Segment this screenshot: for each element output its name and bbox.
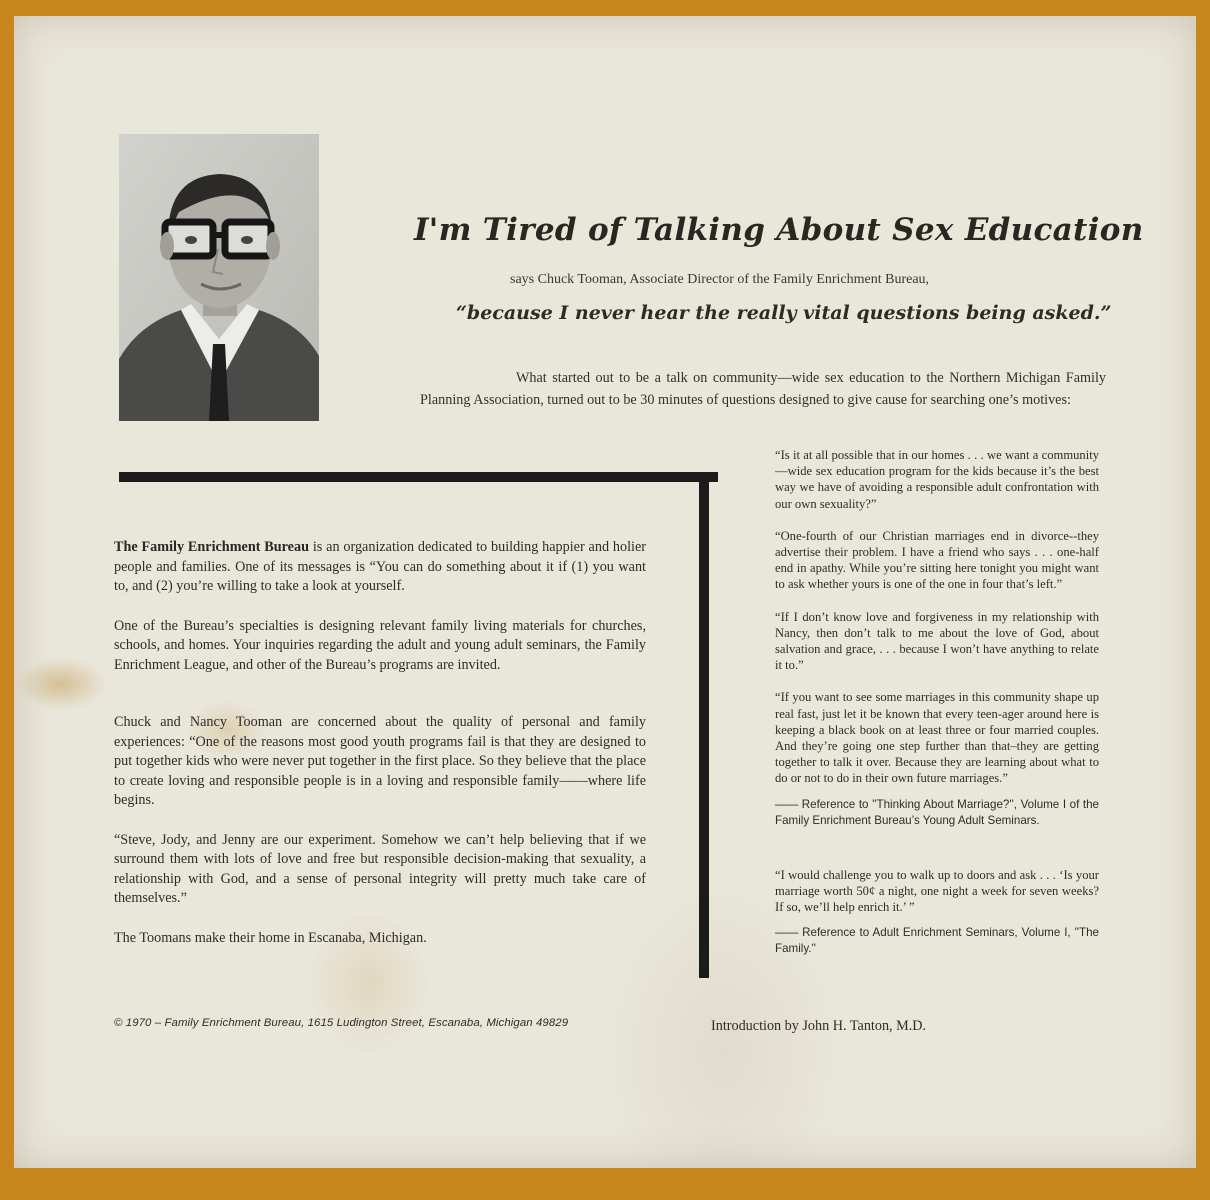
pull-quote: “because I never hear the really vital questions being asked.” [456, 302, 1112, 324]
toomans-paragraph: Chuck and Nancy Tooman are concerned about the quality of personal and family experiences: “One of the reasons most good youth programs fail is that they are designed to put together kids who were never put together in the first place. So they believe that the place to create loving and responsible people is in a loving and responsible family——where life begins. [114, 714, 646, 808]
bureau-name: The Family Enrichment Bureau [114, 539, 309, 555]
portrait-photo-icon [119, 134, 319, 421]
quote-5: “I would challenge you to walk up to doors and ask . . . ‘Is your marriage worth 50¢ a night, one night a week for seven weeks? If so, we’ll help enrich it.’ ” [775, 867, 1099, 915]
portrait-photo [119, 134, 319, 421]
byline: says Chuck Tooman, Associate Director of the Family Enrichment Bureau, [510, 272, 930, 287]
reference-2: —— Reference to Adult Enrichment Seminars, Volume I, ''The Family.'' [775, 926, 1099, 956]
experiment-paragraph: “Steve, Jody, and Jenny are our experiment. Somehow we can’t help believing that if we surround them with lots of love and free but responsible decision-making that sexuality, a relationship with God, and a sense of personal integrity will pretty much take care of themselves.” [114, 831, 646, 906]
quote-3: “If I don’t know love and forgiveness in my relationship with Nancy, then don’t talk to me about the love of God, about salvation and grace, . . . because I won’t have anything to relate it to.” [775, 609, 1099, 673]
specialties-paragraph: One of the Bureau’s specialties is designing relevant family living materials for churches, schools, and homes. Your inquiries regarding the adult and young adult seminars, the Family Enrichment League, and other of the Bureau’s programs are invited. [114, 617, 646, 673]
black-rule-horizontal [119, 472, 718, 482]
left-column [114, 538, 646, 948]
black-rule-vertical [699, 472, 709, 978]
page-title: I'm Tired of Talking About Sex Education [414, 212, 1144, 248]
bureau-paragraph [114, 538, 646, 597]
reference-1: —— Reference to ''Thinking About Marriage?'', Volume I of the Family Enrichment Bureau’s Young Adult Seminars. [775, 797, 1099, 827]
copyright-line: © 1970 – Family Enrichment Bureau, 1615 Ludington Street, Escanaba, Michigan 49829 [114, 1017, 569, 1029]
bureau-description: is an organization dedicated to building happier and holier people and families. One of its messages is “You can do something about it if (1) you want to, and (2) you’re willing to take a look at yourself. [114, 539, 646, 594]
album-back-cover [14, 16, 1196, 1168]
home-paragraph: The Toomans make their home in Escanaba, Michigan. [114, 929, 427, 946]
quote-1: “Is it at all possible that in our homes . . . we want a community—wide sex education program for the kids because it’s the best way we have of avoiding a responsible adult confrontation with our own sexuality?” [775, 448, 1099, 511]
quote-2: “One-fourth of our Christian marriages end in divorce--they advertise their problem. I have a friend who says . . . one-half end in apathy. While you’re sitting here tonight you might want to ask whether yours is one of the one in four that’s left.” [775, 528, 1099, 592]
quote-4: “If you want to see some marriages in this community shape up real fast, just let it be known that every teen-ager around here is keeping a black book on at least three or four married couples. And they’re going one step further than that–they are getting together to talk it over. Because they are learning about what to do or not to do in their own future marriages.” [775, 690, 1099, 786]
right-column [775, 447, 1099, 957]
introduction-credit: Introduction by John H. Tanton, M.D. [711, 1018, 927, 1034]
intro-paragraph: What started out to be a talk on community—wide sex education to the Northern Michigan Family Planning Association, turned out to be 30 minutes of questions designed to give cause for searching one’s motives: [420, 370, 1106, 408]
